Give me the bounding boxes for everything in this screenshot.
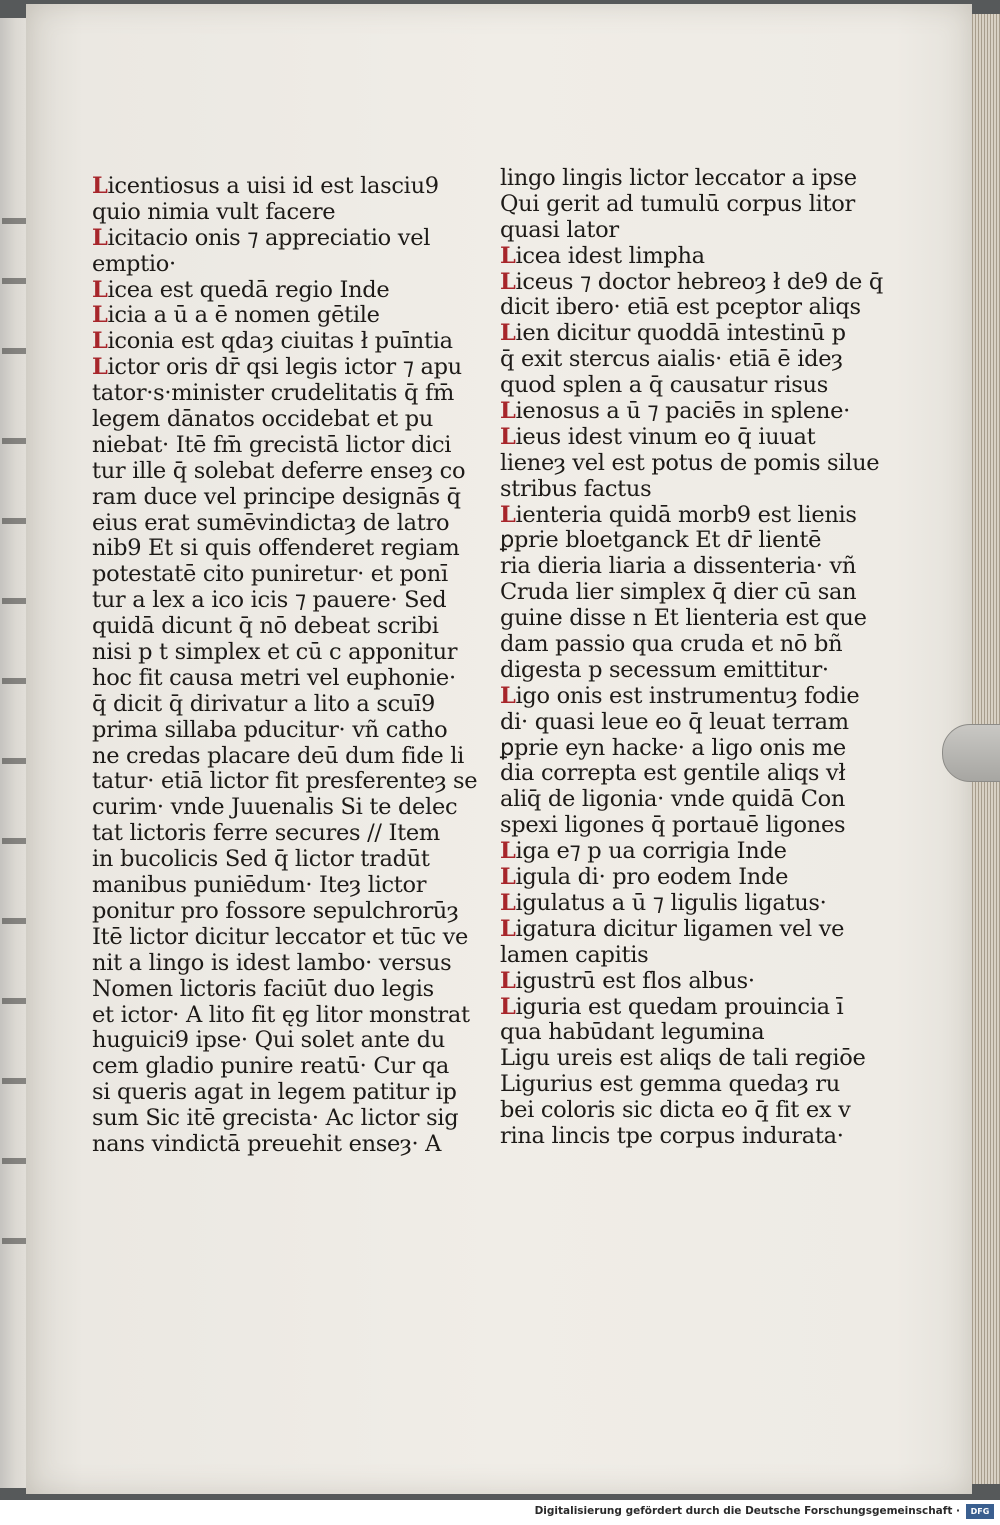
text-line: [92, 1130, 442, 1158]
text-line: [500, 682, 860, 710]
text-line: [92, 716, 448, 744]
text-line: [92, 380, 455, 407]
text-line: [92, 794, 458, 821]
text-line: [92, 977, 432, 1003]
line-text: lingo lingis lictor leccator a ipse: [500, 165, 857, 191]
line-text: Nomen lictoris faciūt duo legis: [92, 975, 434, 1002]
text-line: [500, 449, 880, 477]
text-line: [92, 873, 432, 899]
text-line: [500, 579, 857, 606]
text-line: [500, 891, 845, 917]
line-text: igo onis est instrumentuȝ fodie: [515, 682, 860, 709]
text-line: [92, 252, 432, 278]
text-line: [92, 587, 447, 614]
line-text: igulatus a ū ⁊ ligulis ligatus·: [515, 889, 827, 916]
line-text: lieneȝ vel est potus de pomis silue: [500, 449, 880, 476]
text-line: [92, 1105, 459, 1132]
line-text: ieus idest vinum eo q̄ iuuat: [515, 423, 816, 450]
line-text: et ictor· A lito fit ęg litor monstrat: [92, 1001, 470, 1028]
text-line: [92, 923, 469, 951]
rubricated-initial: L: [500, 838, 516, 865]
text-line: [500, 839, 845, 865]
line-text: Ligu ureis est aliqs de tali regiōe: [500, 1045, 866, 1072]
line-text: spexi ligones q̄ portauē ligones: [500, 812, 846, 839]
line-text: iceus ⁊ doctor hebreoȝ ł de9 de q̄: [515, 268, 883, 295]
line-text: huguici9 ipse· Qui solet ante du: [92, 1027, 445, 1054]
line-text: Ligurius est gemma quedaȝ ru: [500, 1071, 840, 1098]
footer-bar: [0, 1500, 1000, 1525]
text-line: [500, 813, 845, 839]
text-line: [500, 244, 845, 270]
line-text: cem gladio punire reatū· Cur qa: [92, 1053, 449, 1080]
rubricated-initial: L: [500, 423, 516, 450]
line-text: aliq̄ de ligonia· vnde quidā Con: [500, 786, 846, 813]
line-text: nans vindictā preuehit enseȝ· A: [92, 1130, 442, 1157]
line-text: ram duce vel principe designās q̄: [92, 483, 461, 510]
line-text: tur a lex a ico icis ⁊ pauere· Sed: [92, 587, 447, 614]
line-text: ictor oris dr̄ qsi legis ictor ⁊ apu: [107, 354, 462, 381]
line-text: ienteria quidā morb9 est lienis: [515, 501, 857, 528]
text-line: [92, 431, 452, 459]
rubricated-initial: L: [500, 398, 516, 425]
text-line: [500, 1045, 866, 1072]
line-text: ꝑprie bloetganck Et dr̄ lientē: [500, 527, 822, 554]
rubricated-initial: L: [500, 682, 516, 709]
text-line: [500, 501, 857, 529]
line-text: ꝑprie eyn hacke· a ligo onis me: [500, 734, 846, 761]
line-text: emptio·: [92, 250, 176, 277]
text-line: [500, 294, 861, 321]
line-text: di· quasi leue eo q̄ leuat terram: [500, 708, 849, 735]
text-line: [92, 226, 432, 252]
line-text: eius erat sumēvindictaȝ de latro: [92, 509, 450, 536]
line-text: quod splen a q̄ causatur risus: [500, 372, 828, 399]
line-text: iga e⁊ p ua corrigia Inde: [515, 838, 787, 865]
text-line: [500, 736, 845, 762]
text-line: [500, 321, 845, 347]
text-line: [92, 949, 452, 977]
text-line: [500, 553, 857, 580]
line-text: dicit ibero· etiā est pceptor aliqs: [500, 294, 861, 321]
text-line: [500, 787, 845, 813]
line-text: ponitur pro fossore sepulchrorūȝ: [92, 897, 459, 924]
line-text: hoc fit causa metri vel euphonie·: [92, 664, 456, 691]
text-line: [500, 917, 845, 943]
left-text-column: [92, 173, 478, 1158]
rubricated-initial: L: [500, 993, 516, 1020]
line-text: Cruda lier simplex q̄ dier cū san: [500, 579, 857, 606]
line-text: qua habūdant legumina: [500, 1019, 765, 1046]
text-line: [92, 847, 432, 873]
line-text: in bucolicis Sed q̄ lictor tradūt: [92, 846, 430, 873]
line-text: digesta p secessum emittitur·: [500, 656, 829, 683]
text-line: [92, 354, 462, 381]
rubricated-initial: L: [92, 302, 108, 329]
text-line: [500, 347, 845, 373]
line-text: manibus puniēdum· Iteȝ lictor: [92, 872, 427, 899]
line-text: igatura dicitur ligamen vel ve: [515, 915, 845, 942]
text-line: [500, 995, 845, 1021]
text-line: [92, 1001, 470, 1029]
line-text: Itē lictor dicitur leccator et tūc ve: [92, 923, 469, 950]
text-line: [500, 632, 845, 658]
text-line: [500, 943, 845, 969]
line-text: iguria est quedam prouincia ī: [515, 993, 844, 1020]
text-line: [500, 1072, 845, 1098]
line-text: dia correpta est gentile aliqs vł: [500, 760, 846, 787]
text-line: [500, 1097, 851, 1124]
line-text: curim· vnde Juuenalis Si te delec: [92, 794, 458, 821]
text-line: [92, 303, 432, 329]
line-text: ne credas placare deū dum fide li: [92, 742, 465, 769]
line-text: icentiosus a uisi id est lasciu9: [107, 173, 439, 199]
text-line: [92, 613, 439, 640]
line-text: bei coloris sic dicta eo q̄ fit ex v: [500, 1097, 851, 1124]
line-text: si queris agat in legem patitur ip: [92, 1079, 457, 1106]
rubricated-initial: L: [500, 915, 516, 942]
line-text: icea est quedā regio Inde: [107, 276, 390, 303]
text-line: [92, 768, 478, 795]
text-line: [92, 1053, 449, 1080]
line-text: tat lictoris ferre secures // Item: [92, 820, 440, 847]
rubricated-initial: L: [500, 864, 516, 891]
text-line: [500, 425, 845, 451]
line-text: legem dānatos occidebat et pu: [92, 406, 434, 433]
line-text: q̄ dicit q̄ dirivatur a lito a scuī9: [92, 690, 436, 717]
text-line: [500, 1020, 845, 1046]
line-text: q̄ exit stercus aialis· etiā ē ideȝ: [500, 346, 843, 373]
line-text: quio nimia vult facere: [92, 198, 336, 225]
line-text: ien dicitur quoddā intestinū p: [515, 320, 846, 347]
line-text: ria dieria liaria a dissenteria· vñ: [500, 553, 857, 580]
rubricated-initial: L: [92, 224, 108, 251]
rubricated-initial: L: [92, 173, 108, 199]
line-text: tur ille q̄ solebat deferre enseȝ co: [92, 457, 466, 484]
line-text: quidā dicunt q̄ nō debeat scribi: [92, 613, 439, 640]
text-line: [500, 398, 850, 425]
line-text: igustrū est flos albus·: [515, 967, 755, 994]
rubricated-initial: L: [500, 967, 516, 994]
line-text: dam passio qua cruda et nō bñ: [500, 631, 843, 658]
text-line: [92, 742, 465, 770]
text-line: [500, 658, 845, 684]
text-line: [92, 509, 450, 537]
line-text: tator·s·minister crudelitatis q̄ fm̄: [92, 380, 455, 407]
line-text: iconia est qdaȝ ciuitas ł puīntia: [107, 328, 453, 355]
rubricated-initial: L: [500, 320, 516, 347]
text-line: [500, 190, 855, 218]
line-text: icitacio onis ⁊ appreciatio vel: [107, 224, 431, 251]
line-text: niebat· Itē fm̄ grecistā lictor dici: [92, 431, 452, 458]
rubricated-initial: L: [500, 889, 516, 916]
line-text: nisi p t simplex et cū c apponitur: [92, 639, 458, 666]
text-line: [92, 561, 448, 588]
line-text: sum Sic itē grecista· Ac lictor sig: [92, 1105, 459, 1132]
text-line: [92, 457, 466, 485]
line-text: nit a lingo is idest lambo· versus: [92, 949, 452, 976]
text-line: [92, 200, 432, 226]
text-line: [92, 664, 456, 692]
text-line: [92, 1027, 445, 1054]
text-line: [92, 278, 432, 304]
text-line: [92, 535, 460, 562]
dfg-logo: DFG: [966, 1504, 994, 1519]
line-text: guine disse n Et lienteria est que: [500, 605, 867, 632]
bookmark-tab: [942, 724, 1000, 782]
text-line: [500, 605, 867, 632]
text-line: [500, 373, 845, 399]
line-text: nib9 Et si quis offenderet regiam: [92, 535, 460, 562]
line-text: potestatē cito puniretur· et ponī: [92, 561, 448, 588]
text-line: [92, 173, 439, 200]
rubricated-initial: L: [500, 501, 516, 528]
text-line: [500, 865, 845, 891]
text-line: [92, 690, 436, 718]
line-text: icea idest limpha: [515, 242, 705, 269]
text-line: [500, 528, 845, 554]
line-text: ienosus a ū ⁊ paciēs in splene·: [515, 398, 850, 425]
text-line: [500, 1124, 845, 1150]
text-line: [92, 483, 461, 511]
text-line: [92, 897, 459, 925]
line-text: quasi lator: [500, 216, 619, 243]
rubricated-initial: L: [500, 242, 516, 269]
rubricated-initial: L: [92, 354, 108, 381]
text-line: [500, 708, 849, 736]
line-text: rina lincis tpe corpus indurata·: [500, 1122, 844, 1149]
text-line: [500, 477, 845, 503]
text-line: [92, 1079, 457, 1106]
text-line: [500, 761, 845, 787]
rubricated-initial: L: [92, 276, 108, 303]
line-text: tatur· etiā lictor fit presferenteȝ se: [92, 768, 478, 795]
text-line: [92, 820, 440, 847]
text-line: [500, 165, 857, 192]
text-line: [92, 407, 432, 433]
funding-credit: Digitalisierung gefördert durch die Deutsche Forschungsgemeinschaft ·: [534, 1505, 960, 1517]
text-line: [500, 969, 845, 995]
line-text: stribus factus: [500, 475, 652, 502]
text-line: [92, 639, 458, 666]
line-text: lamen capitis: [500, 941, 649, 968]
rubricated-initial: L: [500, 268, 516, 295]
rubricated-initial: L: [92, 328, 108, 355]
text-line: [500, 218, 845, 244]
text-line: [92, 328, 453, 355]
right-text-column: [500, 165, 883, 1150]
text-line: [500, 268, 883, 296]
line-text: icia a ū a ē nomen gētile: [107, 302, 380, 329]
line-text: prima sillaba pducitur· vñ catho: [92, 716, 448, 743]
line-text: Qui gerit ad tumulū corpus litor: [500, 190, 855, 217]
line-text: igula di· pro eodem Inde: [515, 864, 789, 891]
